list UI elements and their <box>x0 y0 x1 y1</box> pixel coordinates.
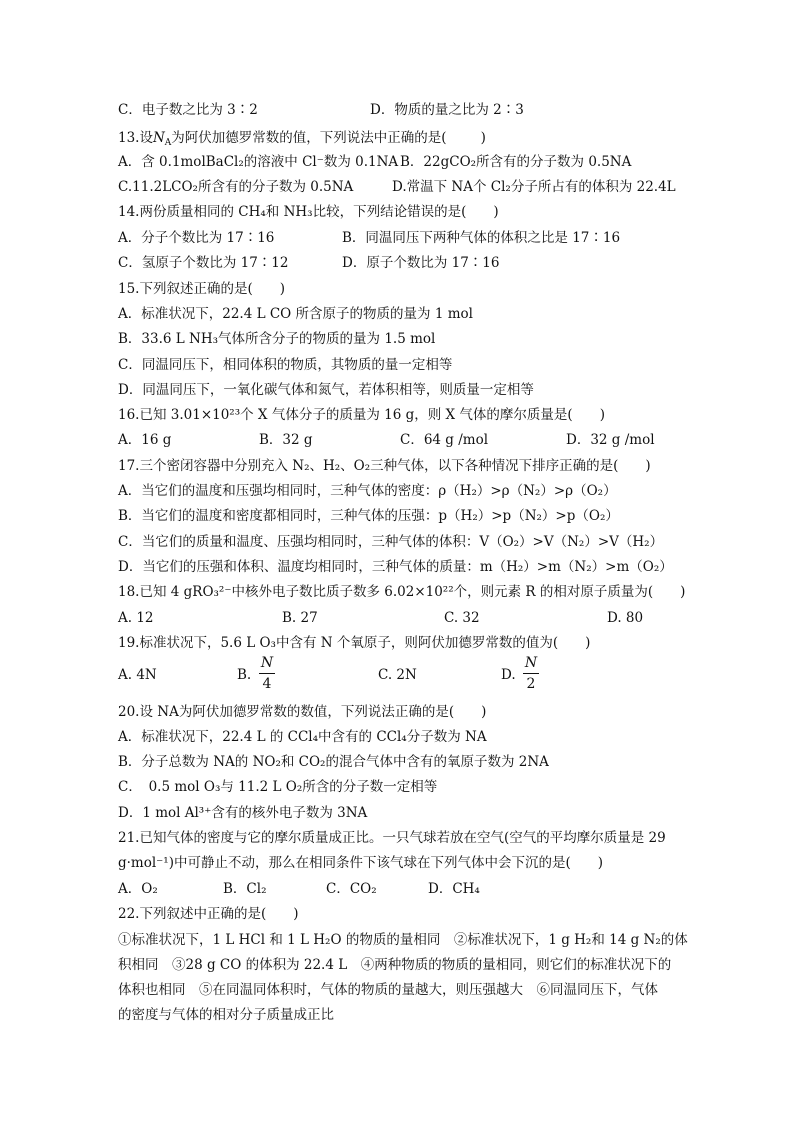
q17-option-b: B．当它们的温度和密度都相同时，三种气体的压强：p（H₂）>p（N₂）>p（O₂） <box>118 508 619 524</box>
q19-option-d-denominator: 2 <box>526 676 536 692</box>
q17-option-d: D．当它们的压强和体积、温度均相同时，三种气体的质量：m（H₂）>m（N₂）>m（O₂） <box>118 559 673 575</box>
q16-option-d: D．32 g /mol <box>566 432 655 448</box>
q13-option-c: C.11.2LCO₂所含有的分子数为 0.5NA <box>118 179 354 195</box>
q20-option-b: B．分子总数为 NA的 NO₂和 CO₂的混合气体中含有的氧原子数为 2NA <box>118 754 549 770</box>
q19-option-b-numerator: N <box>260 655 274 671</box>
q22-statement-line-4: 的密度与气体的相对分子质量成正比 <box>118 1007 334 1023</box>
q22-statement-line-1: ①标准状况下，1 L HCl 和 1 L H₂O 的物质的量相同 ②标准状况下，1 g H₂和 14 g N₂的体 <box>118 932 688 948</box>
q22-statement-line-3: 体积也相同 ⑤在同温同体积时，气体的物质的量越大，则压强越大 ⑥同温同压下，气体 <box>118 982 658 998</box>
q19-option-b: B. <box>237 667 252 683</box>
q14-option-c: C．氢原子个数比为 17∶12 <box>118 255 289 271</box>
q19-option-c: C. 2N <box>378 667 417 683</box>
q16-option-a: A．16 g <box>118 432 172 448</box>
q21-option-d: D．CH₄ <box>428 881 480 897</box>
q15-stem: 15.下列叙述正确的是( ) <box>118 281 286 297</box>
q13-option-b: B．22gCO₂所含有的分子数为 0.5NA <box>400 154 632 170</box>
q19-option-a: A. 4N <box>118 667 157 683</box>
q14-option-b: B．同温同压下两种气体的体积之比是 17∶16 <box>342 230 621 246</box>
q15-option-a: A．标准状况下，22.4 L CO 所含原子的物质的量为 1 mol <box>118 306 473 322</box>
q18-option-a: A. 12 <box>118 610 154 626</box>
q20-stem: 20.设 NA为阿伏加德罗常数的数值，下列说法正确的是( ) <box>118 704 487 720</box>
q14-option-d: D．原子个数比为 17∶16 <box>342 255 500 271</box>
q17-stem: 17.三个密闭容器中分别充入 N₂、H₂、O₂三种气体，以下各种情况下排序正确的是( ) <box>118 458 651 474</box>
q15-option-c: C．同温同压下，相同体积的物质，其物质的量一定相等 <box>118 357 453 373</box>
q16-option-b: B．32 g <box>259 432 313 448</box>
q13-option-d: D.常温下 NA个 Cl₂分子所占有的体积为 22.4L <box>392 179 676 195</box>
q12-option-c: C．电子数之比为 3∶2 <box>118 102 258 118</box>
q12-option-d: D．物质的量之比为 2∶3 <box>370 102 524 118</box>
q18-option-b: B. 27 <box>282 610 318 626</box>
q15-option-b: B．33.6 L NH₃气体所含分子的物质的量为 1.5 mol <box>118 331 436 347</box>
q19-option-d-numerator: N <box>524 655 538 671</box>
q13-option-a: A．含 0.1molBaCl₂的溶液中 Cl⁻数为 0.1NA <box>118 154 399 170</box>
q13-stem: 13.设$N_A$为阿伏加德罗常数的值，下列说法中正确的是( ) <box>118 130 486 148</box>
q19-option-b-fraction <box>259 654 275 693</box>
q19-option-d-fraction <box>523 654 539 693</box>
q21-option-b: B．Cl₂ <box>223 881 267 897</box>
q18-option-c: C. 32 <box>444 610 480 626</box>
q16-stem: 16.已知 3.01×10²³个 X 气体分子的质量为 16 g，则 X 气体的摩尔质量是( ) <box>118 407 605 423</box>
q21-stem-line-2: g·mol⁻¹)中可静止不动，那么在相同条件下该气球在下列气体中会下沉的是( ) <box>118 855 604 871</box>
q14-option-a: A．分子个数比为 17∶16 <box>118 230 275 246</box>
q21-option-a: A．O₂ <box>118 881 158 897</box>
q21-stem-line-1: 21.已知气体的密度与它的摩尔质量成正比。一只气球若放在空气(空气的平均摩尔质量是 29 <box>118 830 666 846</box>
q22-stem: 22.下列叙述中正确的是( ) <box>118 906 299 922</box>
q21-option-c: C．CO₂ <box>326 881 377 897</box>
q19-option-d: D. <box>501 667 516 683</box>
q20-option-d: D．1 mol Al³⁺含有的核外电子数为 3NA <box>118 805 368 821</box>
q17-option-c: C．当它们的质量和温度、压强均相同时，三种气体的体积：V（O₂）>V（N₂）>V（H₂） <box>118 534 664 550</box>
q22-statement-line-2: 积相同 ③28 g CO 的体积为 22.4 L ④两种物质的物质的量相同，则它们的标准状况下的 <box>118 957 672 973</box>
q14-stem: 14.两份质量相同的 CH₄和 NH₃比较，下列结论错误的是( ) <box>118 204 499 220</box>
q17-option-a: A．当它们的温度和压强均相同时，三种气体的密度：ρ（H₂）>ρ（N₂）>ρ（O₂） <box>118 483 617 499</box>
q16-option-c: C．64 g /mol <box>400 432 489 448</box>
q18-option-d: D. 80 <box>607 610 644 626</box>
q15-option-d: D．同温同压下，一氧化碳气体和氮气，若体积相等，则质量一定相等 <box>118 382 534 398</box>
q20-option-c: C． 0.5 mol O₃与 11.2 L O₂所含的分子数一定相等 <box>118 779 438 795</box>
q20-option-a: A．标准状况下，22.4 L 的 CCl₄中含有的 CCl₄分子数为 NA <box>118 729 487 745</box>
q19-stem: 19.标准状况下，5.6 L O₃中含有 N 个氧原子，则阿伏加德罗常数的值为( ) <box>118 635 591 651</box>
q19-option-b-denominator: 4 <box>262 676 272 692</box>
q18-stem: 18.已知 4 gRO₃²⁻中核外电子数比质子数多 6.02×10²²个，则元素 R 的相对原子质量为( ) <box>118 584 686 600</box>
